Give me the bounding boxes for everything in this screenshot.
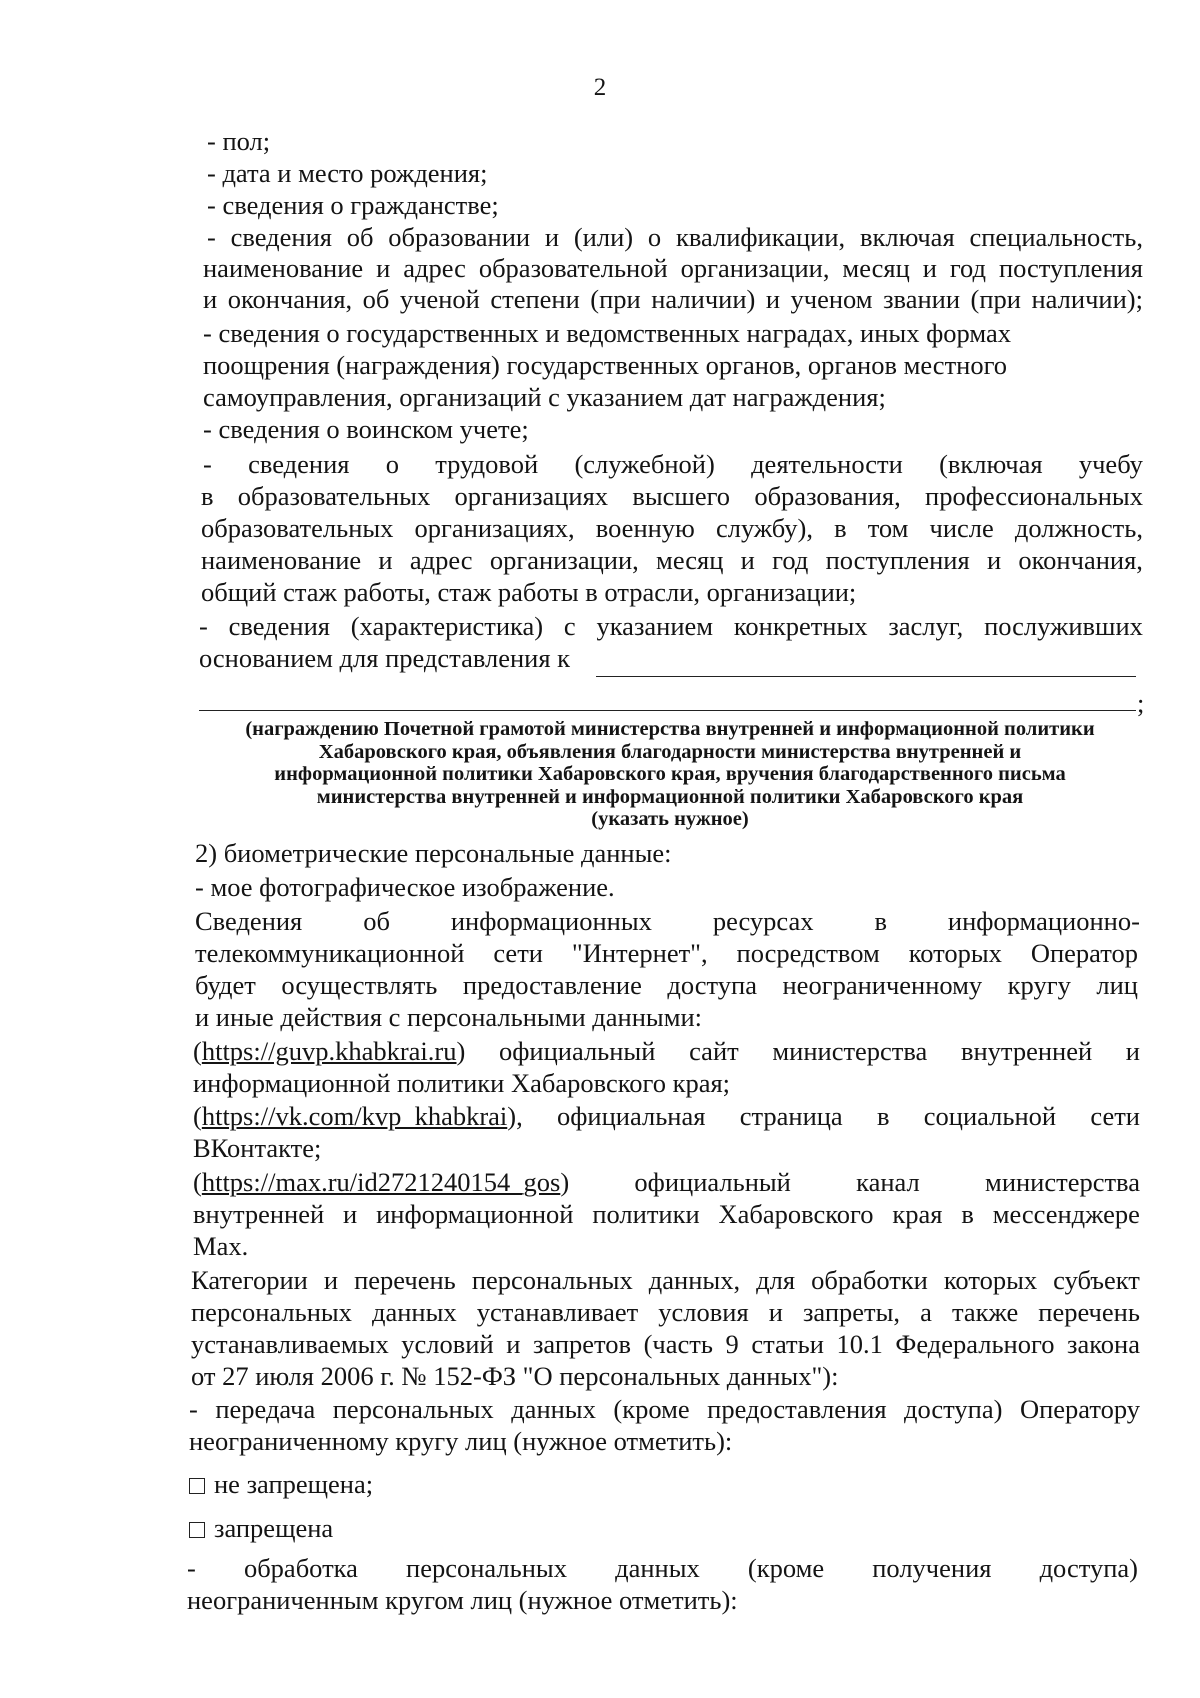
- word: окончания,: [1018, 545, 1143, 575]
- text-line: [195, 906, 1140, 937]
- paren: ): [560, 1167, 570, 1197]
- word: месяц: [842, 253, 910, 283]
- word: персональных: [471, 1265, 633, 1295]
- word: а: [920, 1297, 932, 1327]
- resource-line: [193, 1036, 1140, 1067]
- word: в: [961, 1199, 974, 1229]
- word: (при: [590, 284, 641, 314]
- text-line: ВКонтакте;: [193, 1133, 322, 1163]
- word: (кроме: [747, 1553, 825, 1583]
- word: которых: [908, 938, 1002, 968]
- text-line: [201, 513, 1143, 544]
- word: передача: [215, 1394, 316, 1424]
- word: и: [506, 1329, 521, 1359]
- word: информационно-: [947, 906, 1140, 936]
- word: (или): [573, 222, 634, 252]
- word: Категории: [191, 1265, 308, 1295]
- word: специальность,: [969, 222, 1143, 252]
- comma: ,: [516, 1101, 523, 1131]
- word: 9: [725, 1329, 739, 1359]
- word: края: [892, 1199, 943, 1229]
- word: о: [647, 222, 662, 252]
- text-line: - сведения о гражданстве;: [207, 190, 499, 220]
- word: персональных: [332, 1394, 494, 1424]
- word: образовании: [388, 222, 531, 252]
- word: и: [986, 545, 1002, 575]
- page-number: 2: [593, 74, 607, 101]
- word: квалификации,: [675, 222, 846, 252]
- word: ресурсах: [712, 906, 814, 936]
- word: военную: [595, 513, 695, 543]
- word: профессиональных: [925, 481, 1143, 511]
- word: наличии): [651, 284, 756, 314]
- fill-in-line-1: [596, 676, 1136, 677]
- word: образовательных: [237, 481, 431, 511]
- paren: ): [507, 1101, 517, 1131]
- word: министерства: [985, 1167, 1140, 1197]
- word: послуживших: [984, 611, 1143, 641]
- text-line: - дата и место рождения;: [207, 158, 488, 188]
- word: указанием: [596, 611, 714, 641]
- text-line: - сведения о воинском учете;: [203, 414, 529, 444]
- word: -: [187, 1553, 196, 1583]
- word: сведения: [230, 222, 332, 252]
- word: (характеристика): [350, 611, 544, 641]
- word: и: [203, 284, 218, 314]
- word: лиц: [1096, 970, 1138, 1000]
- note-line: министерства внутренней и информационной политики Хабаровского края: [316, 785, 1024, 808]
- word: (включая: [939, 449, 1043, 479]
- word: получения: [872, 1553, 992, 1583]
- word: адрес: [403, 253, 466, 283]
- word: ученом: [790, 284, 873, 314]
- note-line: информационной политики Хабаровского края, вручения благодарственного письма: [274, 763, 1066, 786]
- word: высшего: [632, 481, 731, 511]
- word: и: [922, 253, 937, 283]
- text-line: [189, 1394, 1140, 1425]
- text-line: - мое фотографическое изображение.: [195, 872, 615, 902]
- word: устанавливаемых: [191, 1329, 389, 1359]
- resource-link[interactable]: https://vk.com/kvp_khabkrai: [201, 1101, 508, 1131]
- word: в: [201, 481, 214, 511]
- word: деятельности: [751, 449, 903, 479]
- word: также: [951, 1297, 1019, 1327]
- word: Хабаровского: [718, 1199, 874, 1229]
- word: персональных: [191, 1297, 352, 1327]
- resource-line: [193, 1167, 1140, 1198]
- text-line: общий стаж работы, стаж работы в отрасли, организации;: [201, 577, 857, 607]
- word: том: [867, 513, 909, 543]
- word: телекоммуникационной: [195, 938, 465, 968]
- word: должность,: [1014, 513, 1143, 543]
- word: обработка: [243, 1553, 358, 1583]
- word: предоставление: [462, 970, 642, 1000]
- word: запретов: [532, 1329, 632, 1359]
- word: внутренней: [193, 1199, 325, 1229]
- word: (кроме: [613, 1394, 690, 1424]
- word: и: [1125, 1036, 1140, 1066]
- word: данных: [615, 1553, 700, 1583]
- word: и: [323, 1265, 339, 1295]
- word: закона: [1067, 1329, 1140, 1359]
- word: включая: [859, 222, 955, 252]
- text-line: [199, 611, 1143, 642]
- text-line: [203, 449, 1143, 480]
- word: осуществлять: [281, 970, 438, 1000]
- note-line: (награждению Почетной грамотой министерства внутренней и информационной политики: [245, 718, 1095, 740]
- word: статьи: [751, 1329, 824, 1359]
- resource-link-group: [193, 1167, 569, 1198]
- word: социальной: [923, 1101, 1057, 1131]
- word: год: [949, 253, 986, 283]
- text-line: [191, 1329, 1140, 1360]
- word: месяц: [656, 545, 724, 575]
- word: образовательной: [478, 253, 668, 283]
- text-line: [207, 222, 1143, 253]
- resource-link[interactable]: https://guvp.khabkrai.ru: [201, 1036, 457, 1066]
- word: звании: [883, 284, 961, 314]
- word: сведения: [248, 449, 350, 479]
- resource-link-group: [193, 1101, 523, 1132]
- word: Сведения: [195, 906, 303, 936]
- word: числе: [929, 513, 994, 543]
- word: запреты,: [802, 1297, 901, 1327]
- word: наименование: [201, 545, 362, 575]
- text-line: [193, 1199, 1140, 1230]
- note-line: (указать нужное): [591, 808, 749, 831]
- word: год: [772, 545, 809, 575]
- text-line: и иные действия с персональными данными:: [195, 1002, 703, 1032]
- word: заслуг,: [888, 611, 964, 641]
- word: сайт: [689, 1036, 739, 1066]
- text-line: [201, 545, 1143, 576]
- word: и: [544, 222, 560, 252]
- word: официальная: [557, 1101, 706, 1131]
- word: которых: [943, 1265, 1038, 1295]
- word: обработки: [811, 1265, 928, 1295]
- word: службу),: [715, 513, 813, 543]
- text-line: [201, 481, 1143, 512]
- word: доступа): [1039, 1553, 1138, 1583]
- word: в: [834, 513, 847, 543]
- word: ученой: [399, 284, 480, 314]
- word: (при: [970, 284, 1021, 314]
- word: -: [189, 1394, 198, 1424]
- word: и: [378, 545, 393, 575]
- word: об: [362, 284, 390, 314]
- word: условия: [658, 1297, 749, 1327]
- text-line: поощрения (награждения) государственных органов, органов местного: [203, 350, 1008, 380]
- word: субъект: [1053, 1265, 1140, 1295]
- word: -: [203, 449, 212, 479]
- word: персональных: [406, 1553, 567, 1583]
- word: и: [740, 545, 755, 575]
- word: -: [199, 611, 208, 641]
- word: мессенджере: [992, 1199, 1140, 1229]
- word: официальный: [498, 1036, 656, 1066]
- word: образования,: [754, 481, 901, 511]
- trailing-semicolon: ;: [1137, 688, 1145, 718]
- text-line: неограниченному кругу лиц (нужное отметить):: [189, 1426, 733, 1456]
- resource-link-group: [193, 1036, 465, 1067]
- word: организациях,: [414, 513, 575, 543]
- word: степени: [490, 284, 580, 314]
- word: трудовой: [435, 449, 539, 479]
- word: политики: [592, 1199, 700, 1229]
- text-line: [191, 1265, 1140, 1296]
- word: данных: [372, 1297, 457, 1327]
- word: условий: [401, 1329, 494, 1359]
- word: конкретных: [733, 611, 868, 641]
- word: информационных: [450, 906, 652, 936]
- instruction-note: [195, 718, 1145, 831]
- word: с: [563, 611, 576, 641]
- word: организации,: [680, 253, 830, 283]
- text-line: самоуправления, организаций с указанием дат награждения;: [203, 382, 886, 412]
- text-line: неограниченным кругом лиц (нужное отметить):: [187, 1585, 738, 1615]
- word: сведения: [228, 611, 330, 641]
- word: учебу: [1078, 449, 1143, 479]
- word: Оператору: [1019, 1394, 1140, 1424]
- text-line: - сведения о государственных и ведомственных наградах, иных формах: [203, 318, 1011, 348]
- note-line: Хабаровского края, объявления благодарности министерства внутренней и: [318, 740, 1022, 763]
- word: (служебной): [574, 449, 715, 479]
- checkbox-label: запрещена: [214, 1513, 334, 1543]
- word: -: [207, 222, 216, 252]
- word: и: [343, 1199, 358, 1229]
- word: информационной: [376, 1199, 574, 1229]
- word: официальный: [634, 1167, 791, 1197]
- text-line: [187, 1553, 1138, 1584]
- word: в: [874, 906, 887, 936]
- word: поступления: [825, 545, 970, 575]
- word: организации,: [489, 545, 639, 575]
- word: в: [876, 1101, 890, 1131]
- word: 10.1: [836, 1329, 883, 1359]
- word: для: [756, 1265, 796, 1295]
- word: данных: [511, 1394, 596, 1424]
- text-line: [195, 938, 1138, 969]
- word: и: [765, 284, 781, 314]
- text-line: от 27 июля 2006 г. № 152-ФЗ "О персональных данных"):: [191, 1361, 839, 1391]
- word: (часть: [643, 1329, 713, 1359]
- text-line: [203, 253, 1143, 284]
- word: канал: [856, 1167, 920, 1197]
- checkbox-option[interactable]: [189, 1469, 373, 1500]
- word: сети: [1090, 1101, 1140, 1131]
- word: поступления: [998, 253, 1143, 283]
- text-line: [191, 1297, 1140, 1328]
- resource-link[interactable]: https://max.ru/id2721240154_gos: [201, 1167, 561, 1197]
- word: министерства: [772, 1036, 928, 1066]
- word: сети: [493, 938, 543, 968]
- word: устанавливает: [476, 1297, 639, 1327]
- word: окончания,: [227, 284, 353, 314]
- word: Оператор: [1030, 938, 1138, 968]
- word: "Интернет",: [571, 938, 708, 968]
- word: об: [363, 906, 390, 936]
- text-line: информационной политики Хабаровского края;: [193, 1068, 731, 1098]
- word: предоставления: [707, 1394, 887, 1424]
- word: о: [385, 449, 399, 479]
- checkbox-option[interactable]: [189, 1513, 333, 1544]
- word: образовательных: [201, 513, 394, 543]
- paren: (: [193, 1036, 202, 1066]
- word: и: [376, 253, 391, 283]
- word: кругу: [1007, 970, 1071, 1000]
- text-line: Max.: [193, 1231, 249, 1261]
- text-line: - пол;: [207, 126, 271, 156]
- word: Федерального: [895, 1329, 1055, 1359]
- text-line: [203, 284, 1143, 315]
- word: доступа): [904, 1394, 1003, 1424]
- word: наименование: [203, 253, 364, 283]
- text-line: основанием для представления к: [199, 643, 571, 673]
- text-line: [195, 970, 1138, 1001]
- word: неограниченному: [782, 970, 983, 1000]
- word: перечень: [1038, 1297, 1140, 1327]
- word: будет: [195, 970, 256, 1000]
- checkbox-label: не запрещена;: [214, 1469, 374, 1499]
- word: данных,: [648, 1265, 741, 1295]
- word: доступа: [667, 970, 757, 1000]
- paren: (: [193, 1101, 202, 1131]
- word: страница: [739, 1101, 843, 1131]
- word: перечень: [354, 1265, 456, 1295]
- word: наличии);: [1031, 284, 1143, 314]
- checkbox-icon[interactable]: [189, 1522, 205, 1538]
- word: и: [768, 1297, 783, 1327]
- word: внутренней: [960, 1036, 1093, 1066]
- paren: ): [456, 1036, 466, 1066]
- text-line: 2) биометрические персональные данные:: [195, 838, 672, 868]
- word: посредством: [736, 938, 880, 968]
- word: об: [346, 222, 374, 252]
- word: адрес: [409, 545, 473, 575]
- fill-in-line-2: [199, 710, 1136, 711]
- word: организациях: [454, 481, 609, 511]
- resource-line: [193, 1101, 1140, 1132]
- paren: (: [193, 1167, 202, 1197]
- checkbox-icon[interactable]: [189, 1478, 205, 1494]
